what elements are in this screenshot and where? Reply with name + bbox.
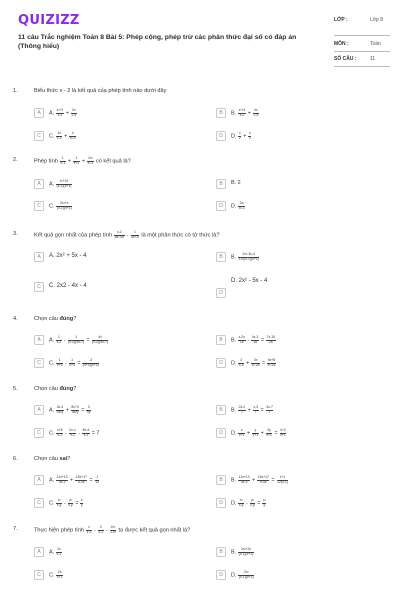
option-letter-box: C bbox=[34, 358, 44, 368]
option-letter-box: B bbox=[216, 252, 226, 262]
option-letter-box: C bbox=[34, 570, 44, 580]
option-c[interactable] bbox=[34, 282, 192, 293]
option-letter-box: C bbox=[34, 498, 44, 508]
option-letter-box: D bbox=[216, 288, 226, 298]
option-label: C. $\frac{2x}{x+1}$ bbox=[49, 570, 63, 579]
option-letter-box: D bbox=[216, 498, 226, 508]
option-label: C. $\frac{1}{x+5}$ - $\frac{1}{x+3}$ = $\frac{-2}{(x+4)(x+3)}$ bbox=[49, 358, 99, 367]
option-d[interactable] bbox=[216, 278, 374, 296]
option-letter-box: B bbox=[216, 335, 226, 345]
option-letter-box: B bbox=[216, 108, 226, 118]
question-text: Biểu thức x - 2 là kết quả của phép tính nào dưới đây bbox=[34, 88, 167, 94]
option-label: B. $\frac{x-2x}{18}$ - $\frac{4x-3}{18}$ = $\frac{7x-15}{28}$ bbox=[231, 335, 276, 344]
header bbox=[0, 0, 400, 72]
option-letter-box: A bbox=[34, 179, 44, 189]
option-letter-box: D bbox=[216, 570, 226, 580]
option-label: A. $\frac{\text{x²+2x}}{(x-1)(x+1)}$ bbox=[49, 179, 72, 188]
option-letter-box: D bbox=[216, 201, 226, 211]
question-text: Chọn câu sai? bbox=[34, 456, 71, 462]
option-d[interactable] bbox=[216, 570, 374, 581]
question-number: 1. bbox=[13, 88, 18, 94]
option-a[interactable] bbox=[34, 475, 192, 486]
option-letter-box: B bbox=[216, 475, 226, 485]
option-label: A. $\frac{3x-3}{\text{4x²y}}$ + $\frac{8x+3}{\text{4x²y}}$ = $\frac{3}{xy}$ bbox=[49, 405, 91, 414]
option-b[interactable] bbox=[216, 108, 374, 119]
option-letter-box: B bbox=[216, 547, 226, 557]
option-d[interactable] bbox=[216, 498, 374, 509]
option-d[interactable] bbox=[216, 201, 374, 212]
option-c[interactable] bbox=[34, 570, 192, 581]
option-letter-box: D bbox=[216, 358, 226, 368]
option-label: B. $\frac{\text{2x²-3x-4}}{12x(x-1)(x+1)}$ bbox=[231, 252, 259, 261]
option-letter-box: C bbox=[34, 201, 44, 211]
option-label: D. $\frac{x}{x+1}$ + $\frac{y}{x+1}$ + $\frac{2y}{x+1}$ = $\frac{x+3}{x+1}$ bbox=[231, 428, 286, 437]
option-label: D. 2x² - 5x - 4 bbox=[231, 278, 268, 284]
option-label: C. $\frac{\text{x²}}{x-y}$ - $\frac{\text{y²}}{x-y}$ = $\frac{x}{y}$ bbox=[49, 498, 83, 507]
option-letter-box: A bbox=[34, 547, 44, 557]
question-number: 3. bbox=[13, 231, 18, 237]
option-label: D. $\frac{2}{x-5}$ + $\frac{3x}{\text{x²-25}}$ = $\frac{5x+6}{\text{x²-25}}$ bbox=[231, 358, 276, 367]
divider bbox=[334, 51, 390, 52]
quizizz-logo: QUIZIZZ bbox=[18, 13, 80, 28]
option-label: D. $\frac{\text{2x²}}{\text{x²-1}}$ bbox=[231, 201, 245, 210]
option-c[interactable] bbox=[34, 498, 192, 509]
option-letter-box: D bbox=[216, 131, 226, 141]
option-b[interactable] bbox=[216, 405, 374, 416]
divider bbox=[334, 35, 390, 36]
option-c[interactable] bbox=[34, 201, 192, 212]
option-letter-box: A bbox=[34, 335, 44, 345]
question-number: 5. bbox=[13, 386, 18, 392]
option-label: A. $\frac{2x}{x-1}$ bbox=[49, 547, 62, 556]
option-letter-box: C bbox=[34, 131, 44, 141]
option-letter-box: B bbox=[216, 405, 226, 415]
option-a[interactable] bbox=[34, 108, 192, 119]
option-label: D. $\frac{\text{x²}}{x-y}$ - $\frac{\text{y²}}{x-y}$ = $\frac{\text{x²}}{y}$ bbox=[231, 498, 266, 507]
option-label: C. $\frac{2x}{x-2}$ + $\frac{4}{\text{x²-4}}$ bbox=[49, 131, 76, 140]
option-c[interactable] bbox=[34, 131, 192, 142]
option-label: B. $\frac{\text{x²+4}}{x-2}$ + $\frac{4x}{2-x}$ bbox=[231, 108, 259, 117]
meta-value: Lớp 8 bbox=[370, 17, 384, 23]
option-c[interactable] bbox=[34, 358, 192, 369]
option-letter-box: B bbox=[216, 179, 226, 189]
question-text: Phép tính $\frac{1}{x-1}$ + $\frac{1}{x+1}$ + $\frac{\text{2x²}}{\text{x²-1}}$ có kết quả là? bbox=[34, 156, 131, 165]
option-a[interactable] bbox=[34, 405, 192, 416]
option-a[interactable] bbox=[34, 179, 192, 190]
option-letter-box: A bbox=[34, 405, 44, 415]
option-letter-box: A bbox=[34, 475, 44, 485]
option-label: B. $\frac{2x-2}{7}$ + $\frac{x-3}{7}$ = $\frac{3x-7}{7}$ bbox=[231, 405, 273, 414]
option-letter-box: D bbox=[216, 428, 226, 438]
question-text: Thực hiện phép tính $\frac{x}{x-1}$ - $\frac{3}{x-1}$ - $\frac{\text{2x²}}{\text{1-x²}}$ ta được kết quả gọn nhất là? bbox=[34, 525, 191, 534]
question-number: 6. bbox=[13, 456, 18, 462]
option-label: A. $\frac{1}{x-2}$ - $\frac{1}{(x-2)(4x-7)}$ = $\frac{4x}{(x-2)(4x-7)}$ bbox=[49, 335, 108, 344]
option-b[interactable] bbox=[216, 252, 374, 263]
option-label: A. 2x² + 5x - 4 bbox=[49, 253, 87, 259]
option-label: D. $\frac{\text{2x²}}{(x-1)(x+1)}$ bbox=[231, 570, 254, 579]
option-label: C. $\frac{x+8}{x-1}$ - $\frac{2x-1}{x-1}$ - $\frac{8x-4}{x-1}$ = 7 bbox=[49, 428, 100, 437]
option-b[interactable] bbox=[216, 335, 374, 346]
option-c[interactable] bbox=[34, 428, 192, 439]
option-letter-box: C bbox=[34, 282, 44, 292]
option-label: C. $\frac{\text{2x²+x}}{(x-1)(x+1)}$ bbox=[49, 201, 72, 210]
option-label: D. $\frac{x}{2}$ + $\frac{x}{2}$ bbox=[231, 131, 251, 140]
question-number: 7. bbox=[13, 526, 18, 532]
option-letter-box: C bbox=[34, 428, 44, 438]
option-d[interactable] bbox=[216, 358, 374, 369]
option-d[interactable] bbox=[216, 428, 374, 439]
option-label: B. $\frac{11x+13}{3x-3}$ + $\frac{15x+17}{4-4x}$ = $\frac{x+1}{12(x-1)}$ bbox=[231, 475, 288, 484]
option-b[interactable] bbox=[216, 547, 374, 558]
option-d[interactable] bbox=[216, 131, 374, 142]
option-label: C. 2x2 - 4x - 4 bbox=[49, 283, 87, 289]
question-number: 2. bbox=[13, 157, 18, 163]
meta-label: LỚP : bbox=[334, 17, 348, 23]
question-text: Chọn câu đúng? bbox=[34, 386, 77, 392]
option-b[interactable] bbox=[216, 179, 374, 190]
option-label: B. 2 bbox=[231, 180, 241, 186]
question-text: Chọn câu đúng? bbox=[34, 316, 77, 322]
divider bbox=[334, 66, 390, 67]
option-a[interactable] bbox=[34, 335, 192, 346]
meta-label: SỐ CÂU : bbox=[334, 56, 357, 62]
meta-value: 11 bbox=[370, 56, 376, 62]
question-text: Kết quả gọn nhất của phép tính $\frac{x-2}{\text{6x²-6x}}$ - $\frac{1}{\text{4x²-4}}$ là một phân thức có tử thức là? bbox=[34, 230, 220, 239]
meta-label: MÔN : bbox=[334, 41, 349, 47]
option-label: A. $\frac{11x+13}{3x-3}$ + $\frac{15x+17}{4-4x}$ = $\frac{-1}{12}$ bbox=[49, 475, 99, 484]
option-label: A. $\frac{\text{x²+2}}{x-2}$ + $\frac{2x}{2-x}$ bbox=[49, 108, 77, 117]
option-letter-box: A bbox=[34, 252, 44, 262]
option-b[interactable] bbox=[216, 475, 374, 486]
option-letter-box: A bbox=[34, 108, 44, 118]
option-a[interactable] bbox=[34, 252, 192, 263]
option-a[interactable] bbox=[34, 547, 192, 558]
meta-value: Toán bbox=[370, 41, 381, 47]
worksheet-title: 11 câu Trắc nghiệm Toán 8 Bài 5: Phép cộng, phép trừ các phân thức đại số có đáp án (Thông hiểu) bbox=[18, 34, 297, 50]
option-label: B. $\frac{\text{2x²+2x}}{(x-1)(x+1)}$ bbox=[231, 547, 254, 556]
question-number: 4. bbox=[13, 316, 18, 322]
